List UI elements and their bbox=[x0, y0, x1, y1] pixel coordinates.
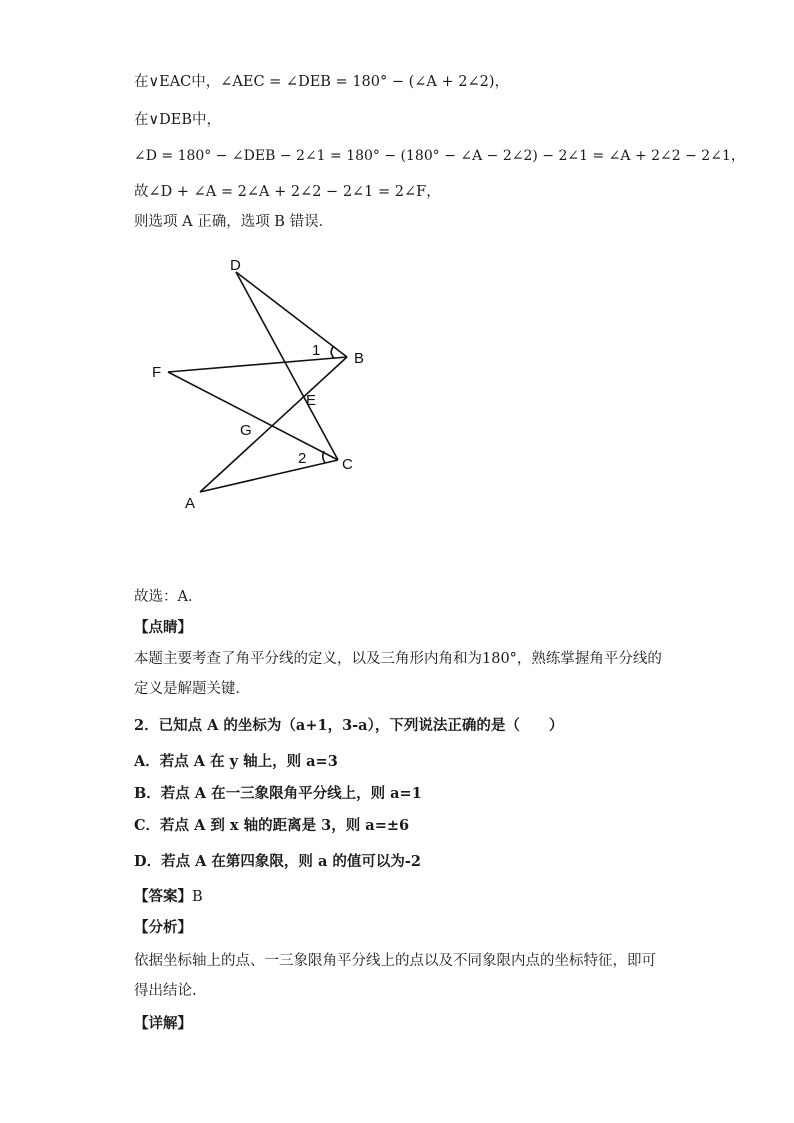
label-D: D bbox=[230, 257, 241, 274]
segment-DB bbox=[236, 272, 347, 357]
segment-FB bbox=[168, 357, 347, 372]
answer-value: B bbox=[192, 889, 203, 905]
derivation-line-4: 故∠D + ∠A = 2∠A + 2∠2 − 2∠1 = 2∠F， bbox=[134, 184, 441, 200]
label-F: F bbox=[152, 364, 162, 381]
derivation-line-2: 在∨DEB中， bbox=[134, 112, 221, 128]
detail-tag: 【详解】 bbox=[134, 1015, 192, 1032]
segment-FC bbox=[168, 372, 338, 460]
label-B: B bbox=[354, 350, 365, 367]
derivation-line-3: ∠D = 180° − ∠DEB − 2∠1 = 180° − (180° − ∠A − 2∠2) − 2∠1 = ∠A + 2∠2 − 2∠1， bbox=[134, 148, 745, 164]
answer bbox=[134, 887, 203, 907]
comment-tag: 【点睛】 bbox=[134, 619, 192, 636]
label-C: C bbox=[342, 456, 353, 473]
analysis-text: 依据坐标轴上的点、一三象限角平分线上的点以及不同象限内点的坐标特征，即可得出结论. bbox=[134, 953, 656, 999]
segment-AB bbox=[200, 357, 347, 492]
derivation-line-1: 在∨EAC中，∠AEC = ∠DEB = 180° − (∠A + 2∠2)， bbox=[134, 74, 510, 90]
label-angle-1: 1 bbox=[312, 342, 321, 359]
question-2-stem: 2．已知点 A 的坐标为（a+1，3-a），下列说法正确的是（ ） bbox=[134, 717, 564, 734]
segment-AC bbox=[200, 460, 338, 492]
geometry-figure bbox=[140, 250, 380, 520]
answer-tag: 【答案】 bbox=[134, 888, 192, 905]
label-angle-2: 2 bbox=[298, 450, 307, 467]
label-G: G bbox=[240, 422, 252, 439]
conclusion: 故选：A． bbox=[134, 589, 203, 605]
option-d: D．若点 A 在第四象限，则 a 的值可以为-2 bbox=[134, 853, 422, 870]
label-A: A bbox=[185, 495, 196, 512]
derivation-line-5: 则选项 A 正确，选项 B 错误． bbox=[134, 214, 334, 230]
analysis-tag: 【分析】 bbox=[134, 919, 192, 936]
angle-arc-1 bbox=[331, 347, 334, 358]
comment-text: 本题主要考查了角平分线的定义，以及三角形内角和为180°，熟练掌握角平分线的定义是解题关键． bbox=[134, 651, 662, 697]
option-b: B．若点 A 在一三象限角平分线上，则 a=1 bbox=[134, 785, 422, 802]
label-E: E bbox=[306, 392, 317, 409]
option-a: A．若点 A 在 y 轴上，则 a=3 bbox=[134, 753, 338, 770]
option-c: C．若点 A 到 x 轴的距离是 3，则 a=±6 bbox=[134, 817, 410, 834]
